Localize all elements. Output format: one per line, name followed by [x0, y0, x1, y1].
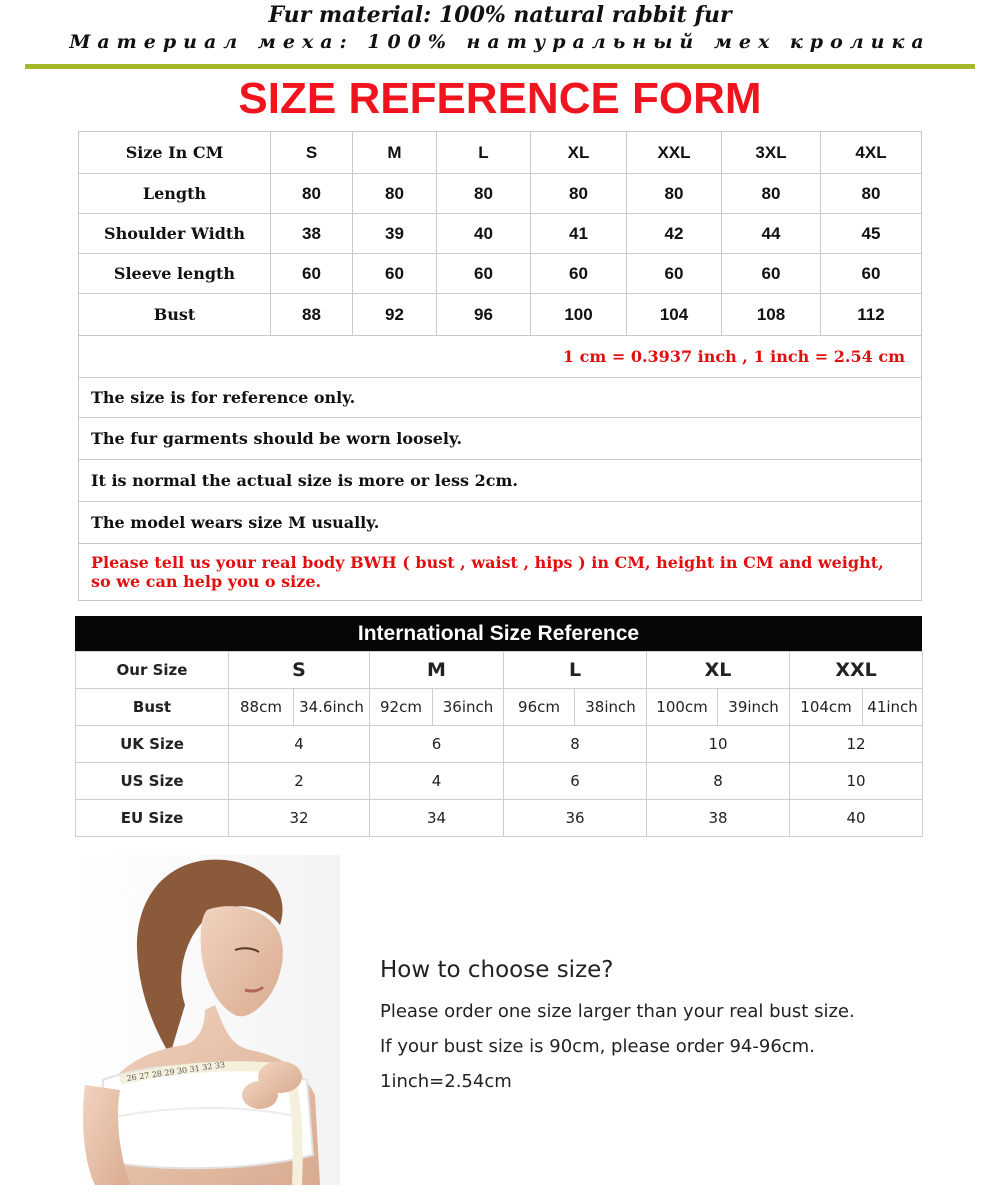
cell: 8: [647, 763, 790, 800]
row-label: US Size: [76, 763, 229, 800]
page-title: SIZE REFERENCE FORM: [238, 74, 762, 123]
cell: 80: [531, 174, 627, 214]
note-row: [79, 418, 922, 460]
size-header-label: Size In CM: [79, 132, 271, 174]
cell: 112: [821, 294, 922, 336]
size-col-head: XXL: [627, 132, 722, 174]
row-label: Bust: [79, 294, 271, 336]
model-measuring-bust-illustration: [75, 855, 340, 1185]
size-col-head: XL: [647, 652, 790, 689]
cell: 60: [437, 254, 531, 294]
cell: 80: [353, 174, 437, 214]
table-row: [76, 726, 923, 763]
divider: [25, 64, 975, 69]
row-label: Our Size: [76, 652, 229, 689]
cell: 36: [504, 800, 647, 837]
size-col-head: 4XL: [821, 132, 922, 174]
row-label: Shoulder Width: [79, 214, 271, 254]
conversion-row: [79, 336, 922, 378]
table-row: [79, 254, 922, 294]
size-col-head: M: [353, 132, 437, 174]
table-row: [76, 800, 923, 837]
table-row: [79, 174, 922, 214]
size-header-row: [79, 132, 922, 174]
cell: 44: [722, 214, 821, 254]
guide-line: 1inch=2.54cm: [380, 1071, 512, 1092]
size-guide-text: [380, 957, 980, 1106]
cell: 100cm: [647, 689, 718, 726]
cell: 4: [229, 726, 370, 763]
cell: 80: [437, 174, 531, 214]
note-row: [79, 460, 922, 502]
cell: 60: [821, 254, 922, 294]
cell: 80: [821, 174, 922, 214]
cell: 80: [722, 174, 821, 214]
table-row: [79, 214, 922, 254]
cell: 96: [437, 294, 531, 336]
size-col-head: L: [437, 132, 531, 174]
table-row: [79, 294, 922, 336]
guide-line: If your bust size is 90cm, please order 94-96cm.: [380, 1036, 815, 1057]
cell: 80: [627, 174, 722, 214]
cell: 60: [353, 254, 437, 294]
size-table: [78, 131, 922, 601]
cell: 100: [531, 294, 627, 336]
cell: 38: [647, 800, 790, 837]
size-col-head: XXL: [790, 652, 923, 689]
row-label: UK Size: [76, 726, 229, 763]
guide-line: Please order one size larger than your real bust size.: [380, 1001, 855, 1022]
cell: 39: [353, 214, 437, 254]
note-text: The fur garments should be worn loosely.: [79, 418, 922, 460]
table-row: [76, 763, 923, 800]
cell: 41inch: [863, 689, 923, 726]
size-col-head: L: [504, 652, 647, 689]
cell: 60: [627, 254, 722, 294]
cell: 40: [437, 214, 531, 254]
cell: 108: [722, 294, 821, 336]
cell: 34: [370, 800, 504, 837]
cell: 96cm: [504, 689, 575, 726]
cell: 92cm: [370, 689, 433, 726]
row-label: EU Size: [76, 800, 229, 837]
our-size-row: [76, 652, 923, 689]
cell: 39inch: [718, 689, 790, 726]
cell: 80: [271, 174, 353, 214]
row-label: Bust: [76, 689, 229, 726]
unit-conversion-note: 1 cm = 0.3937 inch , 1 inch = 2.54 cm: [79, 336, 922, 378]
material-heading-ru: Материал меха: 100% натуральный мех кролика: [69, 31, 931, 53]
cell: 2: [229, 763, 370, 800]
note-text: It is normal the actual size is more or less 2cm.: [79, 460, 922, 502]
note-text: The model wears size M usually.: [79, 502, 922, 544]
cell: 41: [531, 214, 627, 254]
size-col-head: M: [370, 652, 504, 689]
cell: 6: [504, 763, 647, 800]
cell: 36inch: [433, 689, 504, 726]
cell: 6: [370, 726, 504, 763]
intl-table-title: International Size Reference: [75, 616, 922, 651]
cell: 8: [504, 726, 647, 763]
cell: 38: [271, 214, 353, 254]
size-col-head: S: [229, 652, 370, 689]
note-text: The size is for reference only.: [79, 378, 922, 418]
cell: 45: [821, 214, 922, 254]
size-col-head: S: [271, 132, 353, 174]
request-row: [79, 544, 922, 601]
size-col-head: XL: [531, 132, 627, 174]
tape-measure-numbers: 26 27 28 29 30 31 32 33: [126, 1060, 226, 1083]
cell: 40: [790, 800, 923, 837]
size-col-head: 3XL: [722, 132, 821, 174]
cell: 12: [790, 726, 923, 763]
row-label: Length: [79, 174, 271, 214]
cell: 4: [370, 763, 504, 800]
material-heading-en: Fur material: 100% natural rabbit fur: [268, 2, 732, 28]
international-size-table: [75, 651, 923, 837]
cell: 38inch: [575, 689, 647, 726]
cell: 60: [722, 254, 821, 294]
cell: 92: [353, 294, 437, 336]
how-to-title: How to choose size?: [380, 957, 614, 983]
row-label: Sleeve length: [79, 254, 271, 294]
measurement-request: Please tell us your real body BWH ( bust , waist , hips ) in CM, height in CM and weight, so we can help you o size.: [79, 544, 922, 601]
cell: 10: [647, 726, 790, 763]
cell: 42: [627, 214, 722, 254]
cell: 88: [271, 294, 353, 336]
cell: 104cm: [790, 689, 863, 726]
note-row: [79, 378, 922, 418]
cell: 88cm: [229, 689, 294, 726]
cell: 60: [531, 254, 627, 294]
cell: 60: [271, 254, 353, 294]
bust-row: [76, 689, 923, 726]
note-row: [79, 502, 922, 544]
cell: 10: [790, 763, 923, 800]
cell: 32: [229, 800, 370, 837]
cell: 34.6inch: [294, 689, 370, 726]
cell: 104: [627, 294, 722, 336]
